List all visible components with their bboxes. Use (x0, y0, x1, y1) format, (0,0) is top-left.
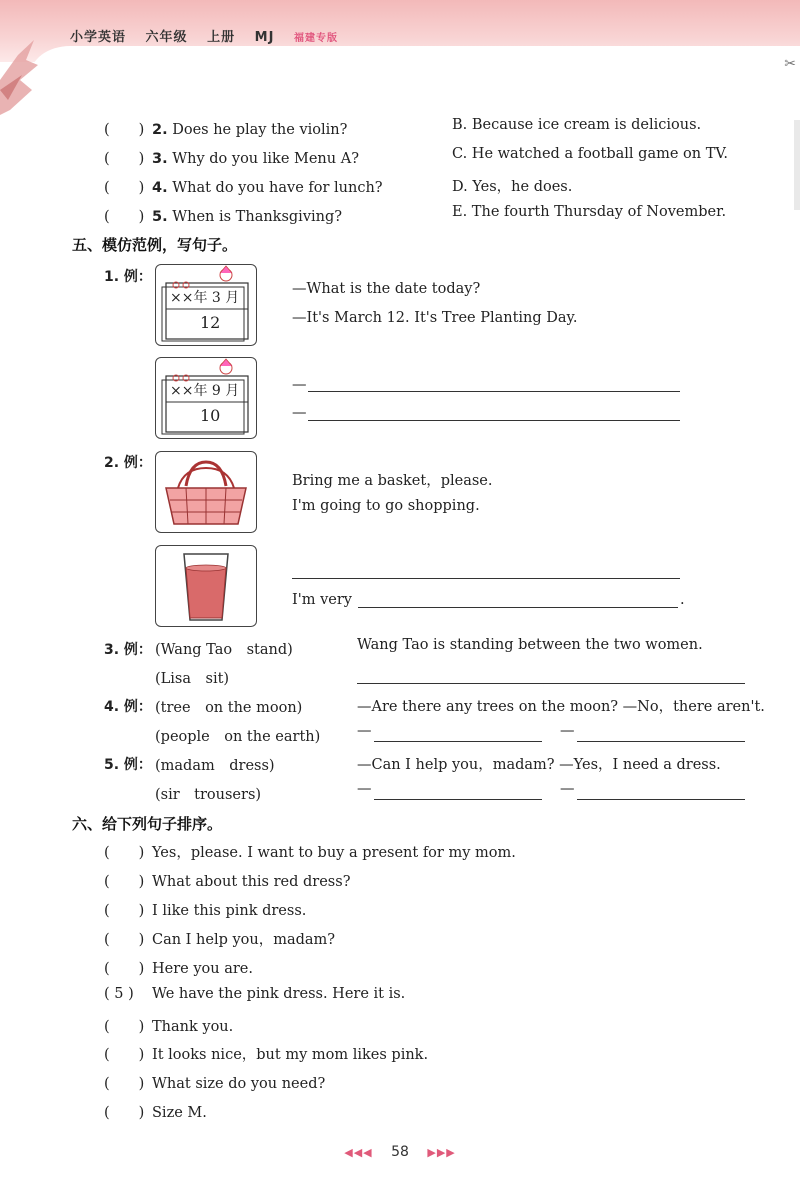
order-item: ( ) Size M. (104, 1105, 207, 1121)
page-number: 58 (391, 1144, 409, 1160)
left-arrows-icon: ◀◀◀ (344, 1146, 373, 1159)
ex3-prompt: (Wang Tao stand) (155, 642, 293, 658)
header-badge: 福建专版 (293, 33, 338, 44)
ex5-label: 5. 例： (104, 757, 152, 773)
ex2-answer-blank-2[interactable] (358, 607, 678, 608)
order-item: ( ) What about this red dress? (104, 874, 351, 890)
ex1-answer-blank-1[interactable] (308, 391, 680, 392)
ex2-label: 2. 例： (104, 455, 152, 471)
header-grade: 六年级 (145, 30, 188, 45)
section-5-title: 五、模仿范例，写句子。 (72, 236, 238, 254)
calendar-2-month: ××年 9 月 (170, 383, 240, 399)
ex2-line2: I'm going to go shopping. (292, 498, 480, 514)
ex5-dash-2: — (560, 781, 575, 797)
ex5-answer: —Can I help you，madam? —Yes，I need a dress. (357, 757, 721, 773)
ex3-prompt-2: (Lisa sit) (155, 671, 230, 687)
match-answer-b: B. Because ice cream is delicious. (452, 117, 702, 133)
match-item-3: ( ) 3. Why do you like Menu A? (104, 151, 359, 167)
ex3-label: 3. 例： (104, 642, 152, 658)
order-item: ( ) Yes，please. I want to buy a present for my mom. (104, 845, 516, 861)
order-item: ( ) What size do you need? (104, 1076, 326, 1092)
ex4-answer-blank-1[interactable] (374, 741, 542, 742)
calendar-1-month: ××年 3 月 (170, 290, 240, 306)
ex1-line1: —What is the date today? (292, 281, 481, 297)
page-footer (0, 1144, 800, 1160)
calendar-1-day: 12 (200, 313, 221, 332)
ex4-answer: —Are there any trees on the moon? —No，there aren't. (357, 699, 765, 715)
ex3-answer-blank[interactable] (357, 683, 745, 684)
match-answer-d: D. Yes，he does. (452, 179, 573, 195)
header-curve (30, 46, 800, 62)
ex5-prompt-2: (sir trousers) (155, 787, 262, 803)
ex2-answer-blank-1[interactable] (292, 578, 680, 579)
glass-icon (156, 546, 256, 626)
order-item: ( 5 ) We have the pink dress. Here it is. (104, 986, 406, 1002)
calendar-image-1 (155, 264, 257, 346)
juice-glass-image (155, 545, 257, 627)
header-volume: 上册 (207, 30, 236, 45)
ex5-answer-blank-1[interactable] (374, 799, 542, 800)
ex5-answer-blank-2[interactable] (577, 799, 745, 800)
basket-image (155, 451, 257, 533)
basket-icon (156, 452, 256, 532)
ex4-prompt-2: (people on the earth) (155, 729, 321, 745)
right-arrows-icon: ▶▶▶ (427, 1146, 456, 1159)
match-item-2: ( ) 2. Does he play the violin? (104, 122, 348, 138)
pagoda-icon (0, 20, 40, 130)
header-title (70, 26, 352, 45)
ex4-dash-1: — (357, 723, 372, 739)
order-item: ( ) Thank you. (104, 1019, 234, 1035)
ex2-answer-period: . (680, 592, 685, 608)
ex1-answer-dash-1: — (292, 377, 307, 393)
order-item: ( ) I like this pink dress. (104, 903, 307, 919)
ex1-answer-blank-2[interactable] (308, 420, 680, 421)
header-edition: MJ (254, 30, 275, 45)
ex5-dash-1: — (357, 781, 372, 797)
ex2-answer-prefix: I'm very (292, 592, 352, 608)
match-answer-e: E. The fourth Thursday of November. (452, 204, 727, 220)
calendar-2-day: 10 (200, 406, 221, 425)
match-item-4: ( ) 4. What do you have for lunch? (104, 180, 383, 196)
header-subject: 小学英语 (70, 30, 127, 45)
side-edge-mark (794, 120, 800, 210)
match-answer-c: C. He watched a football game on TV. (452, 146, 728, 162)
order-item: ( ) Here you are. (104, 961, 253, 977)
ex4-prompt: (tree on the moon) (155, 700, 303, 716)
ex5-prompt: (madam dress) (155, 758, 275, 774)
ex2-line1: Bring me a basket，please. (292, 473, 493, 489)
section-6-title: 六、给下列句子排序。 (72, 815, 223, 833)
ex1-label: 1. 例： (104, 269, 152, 285)
order-item: ( ) It looks nice，but my mom likes pink. (104, 1047, 429, 1063)
ex4-dash-2: — (560, 723, 575, 739)
ex1-line2: —It's March 12. It's Tree Planting Day. (292, 310, 578, 326)
calendar-image-2 (155, 357, 257, 439)
ex4-answer-blank-2[interactable] (577, 741, 745, 742)
ex3-answer: Wang Tao is standing between the two women. (357, 637, 703, 653)
ex4-label: 4. 例： (104, 699, 152, 715)
ex1-answer-dash-2: — (292, 405, 307, 421)
scissors-icon: ✂ (784, 56, 796, 72)
order-item: ( ) Can I help you，madam? (104, 932, 336, 948)
match-item-5: ( ) 5. When is Thanksgiving? (104, 209, 343, 225)
